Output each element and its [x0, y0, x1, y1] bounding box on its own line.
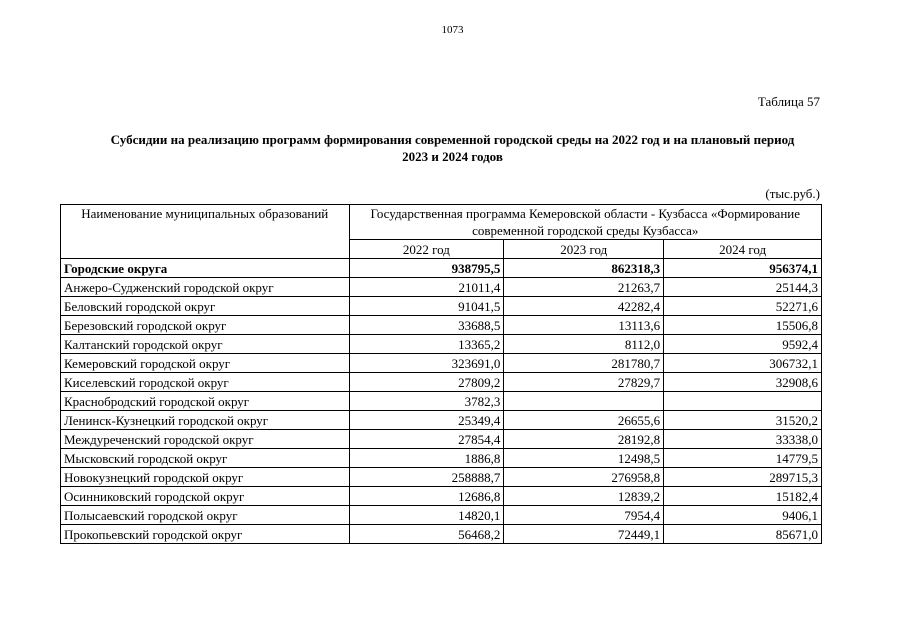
- title-line-1: Субсидии на реализацию программ формирования современной городской среды на 2022 год и на плановый период: [110, 132, 795, 147]
- value-2022: 91041,5: [349, 297, 504, 316]
- value-2023: 28192,8: [504, 430, 664, 449]
- value-2024: 956374,1: [664, 259, 822, 278]
- table-row: [61, 373, 822, 392]
- row-name: Городские округа: [61, 259, 350, 278]
- row-name: Осинниковский городской округ: [61, 487, 350, 506]
- value-2022: 323691,0: [349, 354, 504, 373]
- table-row: [61, 487, 822, 506]
- value-2023: 862318,3: [504, 259, 664, 278]
- header-program: [349, 205, 822, 240]
- table-row-total: [61, 259, 822, 278]
- value-2024: 14779,5: [664, 449, 822, 468]
- title-line-2: 2023 и 2024 годов: [402, 149, 503, 164]
- value-2022: 13365,2: [349, 335, 504, 354]
- table-row: [61, 525, 822, 544]
- table-row: [61, 316, 822, 335]
- row-name: Кемеровский городской округ: [61, 354, 350, 373]
- row-name: Калтанский городской округ: [61, 335, 350, 354]
- row-name: Междуреченский городской округ: [61, 430, 350, 449]
- table-row: [61, 354, 822, 373]
- value-2024: [664, 392, 822, 411]
- table-row: [61, 297, 822, 316]
- value-2022: 14820,1: [349, 506, 504, 525]
- value-2024: 33338,0: [664, 430, 822, 449]
- table-row: [61, 430, 822, 449]
- row-name: Прокопьевский городской округ: [61, 525, 350, 544]
- value-2023: 13113,6: [504, 316, 664, 335]
- value-2024: 15506,8: [664, 316, 822, 335]
- header-year-2022: 2022 год: [349, 240, 504, 259]
- table-row: [61, 449, 822, 468]
- value-2022: 3782,3: [349, 392, 504, 411]
- row-name: Ленинск-Кузнецкий городской округ: [61, 411, 350, 430]
- value-2022: 938795,5: [349, 259, 504, 278]
- value-2023: 72449,1: [504, 525, 664, 544]
- row-name: Краснобродский городской округ: [61, 392, 350, 411]
- value-2024: 15182,4: [664, 487, 822, 506]
- value-2022: 258888,7: [349, 468, 504, 487]
- row-name: Киселевский городской округ: [61, 373, 350, 392]
- value-2023: 276958,8: [504, 468, 664, 487]
- header-year-2024: 2024 год: [664, 240, 822, 259]
- value-2024: 31520,2: [664, 411, 822, 430]
- value-2023: 7954,4: [504, 506, 664, 525]
- row-name: Новокузнецкий городской округ: [61, 468, 350, 487]
- header-program-line-2: современной городской среды Кузбасса»: [472, 223, 699, 238]
- value-2022: 1886,8: [349, 449, 504, 468]
- value-2024: 289715,3: [664, 468, 822, 487]
- value-2024: 25144,3: [664, 278, 822, 297]
- value-2023: 21263,7: [504, 278, 664, 297]
- row-name: Березовский городской округ: [61, 316, 350, 335]
- value-2024: 9406,1: [664, 506, 822, 525]
- value-2023: 12839,2: [504, 487, 664, 506]
- row-name: Мысковский городской округ: [61, 449, 350, 468]
- value-2023: 42282,4: [504, 297, 664, 316]
- header-municipality-name: Наименование муниципальных образований: [61, 205, 350, 259]
- value-2023: [504, 392, 664, 411]
- value-2024: 85671,0: [664, 525, 822, 544]
- subsidies-table: [60, 204, 822, 544]
- value-2024: 306732,1: [664, 354, 822, 373]
- table-header-row: [61, 205, 822, 240]
- document-title: [60, 131, 845, 165]
- value-2024: 32908,6: [664, 373, 822, 392]
- units-label: (тыс.руб.): [765, 186, 820, 201]
- table-row: [61, 468, 822, 487]
- page-number: 1073: [441, 24, 464, 36]
- value-2022: 56468,2: [349, 525, 504, 544]
- value-2022: 27809,2: [349, 373, 504, 392]
- table-row: [61, 392, 822, 411]
- value-2022: 12686,8: [349, 487, 504, 506]
- value-2023: 26655,6: [504, 411, 664, 430]
- value-2024: 9592,4: [664, 335, 822, 354]
- table-row: [61, 335, 822, 354]
- table-label: Таблица 57: [757, 94, 820, 109]
- value-2022: 25349,4: [349, 411, 504, 430]
- table-row: [61, 411, 822, 430]
- value-2022: 27854,4: [349, 430, 504, 449]
- row-name: Анжеро-Судженский городской округ: [61, 278, 350, 297]
- row-name: Беловский городской округ: [61, 297, 350, 316]
- value-2023: 12498,5: [504, 449, 664, 468]
- value-2023: 8112,0: [504, 335, 664, 354]
- value-2022: 21011,4: [349, 278, 504, 297]
- value-2023: 281780,7: [504, 354, 664, 373]
- table-row: [61, 506, 822, 525]
- value-2023: 27829,7: [504, 373, 664, 392]
- value-2022: 33688,5: [349, 316, 504, 335]
- table-row: [61, 278, 822, 297]
- row-name: Полысаевский городской округ: [61, 506, 350, 525]
- value-2024: 52271,6: [664, 297, 822, 316]
- header-year-2023: 2023 год: [504, 240, 664, 259]
- header-program-line-1: Государственная программа Кемеровской области - Кузбасса «Формирование: [370, 206, 801, 221]
